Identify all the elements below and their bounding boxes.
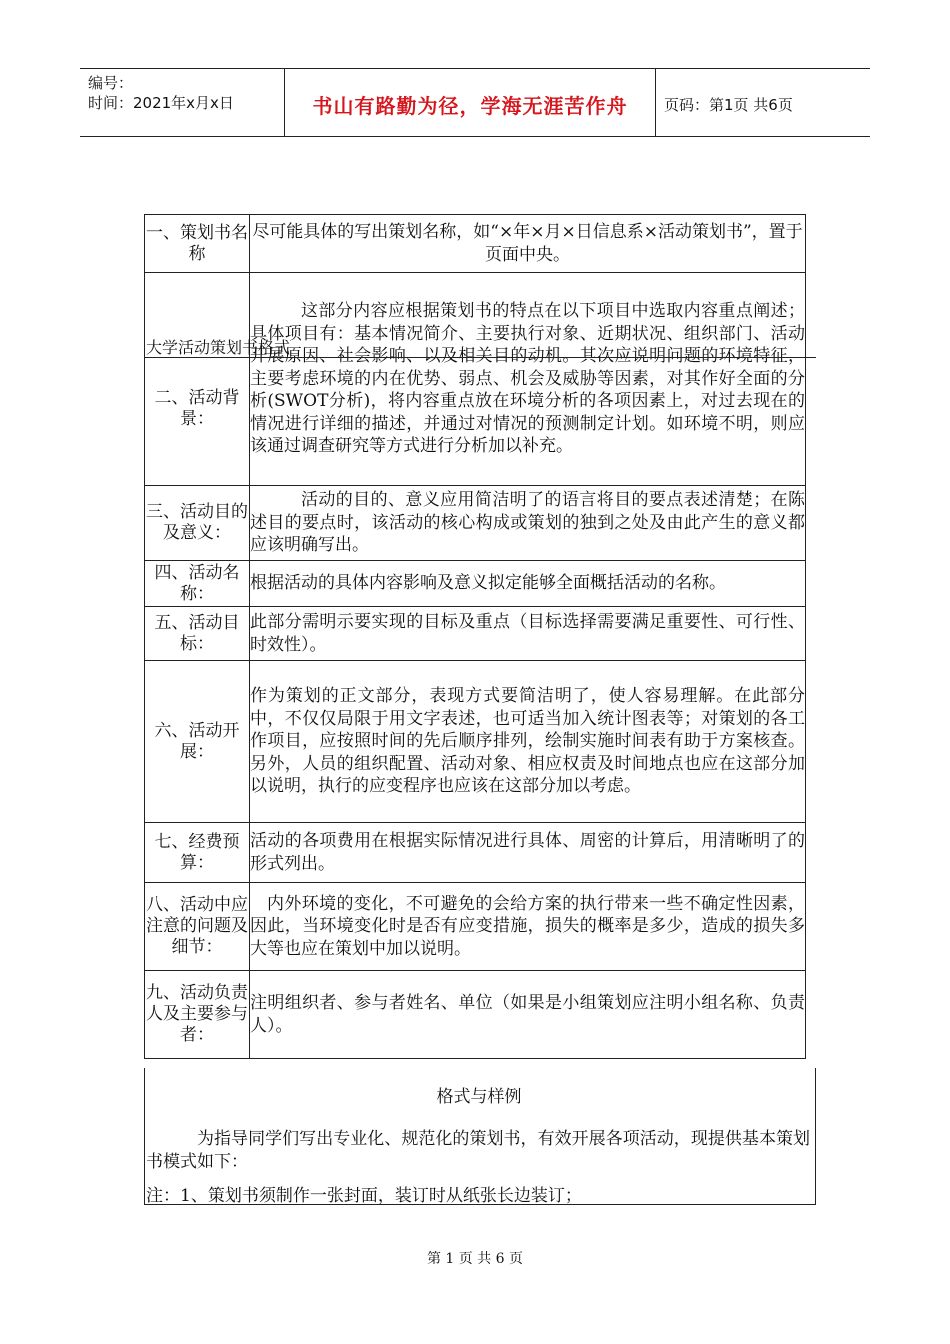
row-label: 九、活动负责人及主要参与者： [145,971,250,1059]
row-label: 三、活动目的及意义： [145,486,250,561]
table-row [145,607,806,661]
row-content [250,486,806,561]
row-label-text: 二、活动背景： [154,388,240,429]
row-content-text: 这部分内容应根据策划书的特点在以下项目中选取内容重点阐述；具体项目有：基本情况简介、主要执行对象、近期状况、组织部门、活动开展原因、社会影响、以及相关目的动机。其次应说明问题的环境特征，主要考虑环境的内在优势、弱点、机会及威胁等因素，对其作好全面的分析(SWOT分析)，将内容重点放在环境分析的各项因素上，对过去现在的情况进行详细的描述，并通过对情况的预测制定计划。如环境不明，则应该通过调查研究等方式进行分析加以补充。 [250,301,805,457]
header-bottom-rule [80,136,870,137]
header-top-rule [80,68,870,69]
row-label: 八、活动中应注意的问题及细节： [145,883,250,971]
header-time-label: 时间：2021年x月x日 [88,94,234,112]
header-divider-left [284,68,285,136]
row-content: 此部分需明示要实现的目标及重点（目标选择需要满足重要性、可行性、时效性）。 [250,607,806,661]
overlay-title: 大学活动策划书格式 [146,338,291,357]
table-row [145,971,806,1059]
table-row [145,561,806,607]
header-divider-right [655,68,656,136]
table-row [145,215,806,273]
row-content: 尽可能具体的写出策划名称，如“×年×月×日信息系×活动策划书”，置于页面中央。 [250,215,806,273]
row-label: 五、活动目标： [145,607,250,661]
row-content-text: 活动的目的、意义应用简洁明了的语言将目的要点表述清楚；在陈述目的要点时，该活动的核心构成或策划的独到之处及由此产生的意义都应该明确写出。 [250,490,805,556]
row-label: 一、策划书名称 [145,215,250,273]
page-footer: 第 1 页 共 6 页 [426,1251,524,1267]
row-content: 作为策划的正文部分，表现方式要简洁明了，使人容易理解。在此部分中，不仅仅局限于用文字表述，也可适当加入统计图表等；对策划的各工作项目，应按照时间的先后顺序排列，绘制实施时间表有助于方案核查。另外，人员的组织配置、活动对象、相应权责及时间地点也应在这部分加以说明，执行的应变程序也应该在这部分加以考虑。 [250,661,806,823]
format-heading: 格式与样例 [436,1087,522,1107]
row-content: 根据活动的具体内容影响及意义拟定能够全面概括活动的名称。 [250,561,806,607]
header-number-label: 编号： [88,74,134,92]
row-content [250,273,806,486]
table-row [145,883,806,971]
table-row [145,661,806,823]
header-page-info: 页码：第1页 共6页 [664,96,793,114]
row-content: 注明组织者、参与者姓名、单位（如果是小组策划应注明小组名称、负责人）。 [250,971,806,1059]
format-paragraph: 为指导同学们写出专业化、规范化的策划书，有效开展各项活动，现提供基本策划书模式如下： [146,1129,810,1172]
row-label [145,273,250,486]
table-row [145,823,806,883]
row-label: 四、活动名称： [145,561,250,607]
header-motto: 书山有路勤为径，学海无涯苦作舟 [312,94,628,118]
row-label: 六、活动开展： [145,661,250,823]
table-row [145,486,806,561]
format-note: 注：1、策划书须制作一张封面，装订时从纸张长边装订； [146,1186,582,1206]
row-content: 内外环境的变化，不可避免的会给方案的执行带来一些不确定性因素，因此，当环境变化时是否有应变措施，损失的概率是多少，造成的损失多大等也应在策划中加以说明。 [250,883,806,971]
row-content: 活动的各项费用在根据实际情况进行具体、周密的计算后，用清晰明了的形式列出。 [250,823,806,883]
table-row [145,273,806,486]
row-label: 七、经费预算： [145,823,250,883]
overlay-rule [144,357,816,358]
